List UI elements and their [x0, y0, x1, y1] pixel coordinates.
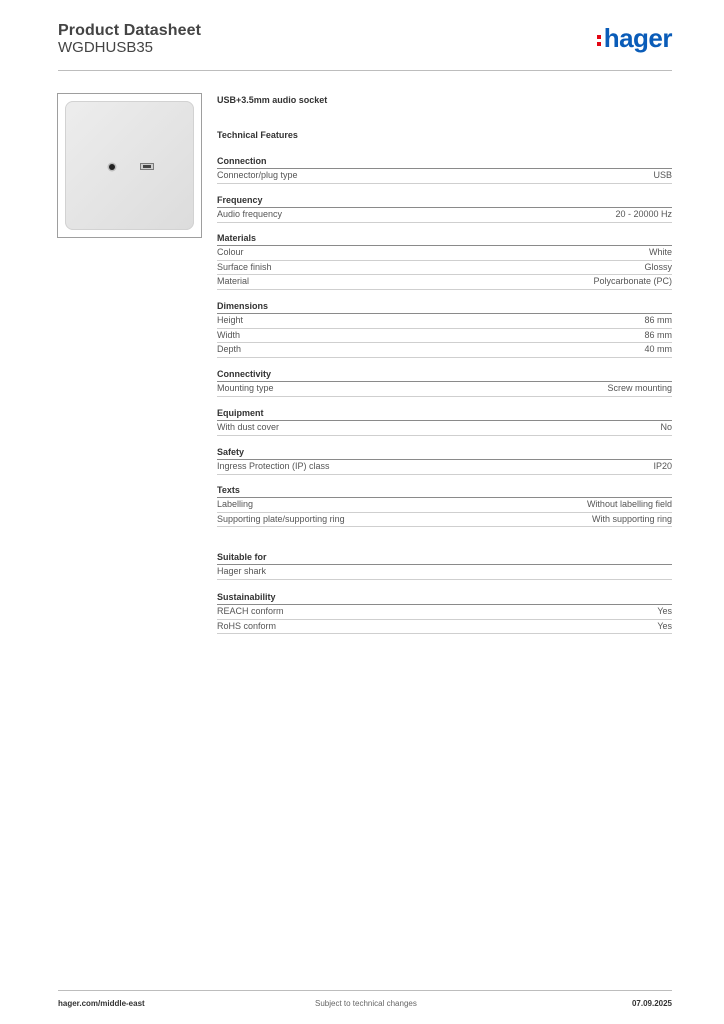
- table-row: [217, 169, 672, 184]
- table-row: [217, 275, 672, 290]
- section-connectivity: [217, 368, 672, 397]
- section-suitable-for: [217, 551, 672, 580]
- section-dimensions: [217, 300, 672, 358]
- section-sustainability: [217, 591, 672, 634]
- section-connection: [217, 155, 672, 184]
- row-value: USB: [653, 170, 672, 180]
- table-row: [217, 261, 672, 276]
- row-value: Screw mounting: [607, 383, 672, 393]
- row-value: 86 mm: [644, 329, 672, 340]
- section-title: Connection: [217, 155, 672, 169]
- table-row: [217, 314, 672, 329]
- section-texts: [217, 484, 672, 527]
- table-row: [217, 343, 672, 358]
- row-value: Yes: [657, 606, 672, 616]
- row-label: Surface finish: [217, 261, 272, 272]
- section-title: Suitable for: [217, 551, 672, 565]
- row-label: Material: [217, 276, 250, 286]
- technical-features-heading: Technical Features: [217, 130, 298, 140]
- section-title: Sustainability: [217, 591, 672, 605]
- socket-plate: [65, 101, 194, 230]
- row-label: RoHS conform: [217, 620, 277, 631]
- row-value: Yes: [657, 620, 672, 631]
- row-label: Supporting plate/supporting ring: [217, 513, 345, 524]
- row-value: IP20: [653, 461, 672, 471]
- row-value: White: [648, 247, 672, 257]
- section-title: Frequency: [217, 194, 672, 208]
- section-title: Equipment: [217, 407, 672, 421]
- section-title: Materials: [217, 232, 672, 246]
- footer-date: 07.09.2025: [631, 999, 672, 1008]
- row-label: Labelling: [217, 499, 254, 509]
- table-row: [217, 382, 672, 397]
- row-label: Audio frequency: [217, 209, 283, 219]
- row-label: Width: [217, 329, 241, 340]
- table-row: [217, 513, 672, 528]
- hager-logo: [597, 24, 672, 52]
- section-title: Texts: [217, 484, 672, 498]
- row-value: No: [660, 422, 672, 432]
- row-label: Mounting type: [217, 383, 274, 393]
- table-row: [217, 498, 672, 513]
- table-row: [217, 246, 672, 261]
- row-label: Depth: [217, 344, 242, 354]
- table-row: [217, 565, 672, 580]
- section-materials: [217, 232, 672, 290]
- table-row: [217, 460, 672, 475]
- page-header: [58, 20, 672, 71]
- document-title: Product Datasheet: [58, 22, 202, 39]
- row-label: REACH conform: [217, 606, 284, 616]
- section-title: Dimensions: [217, 300, 672, 314]
- footer-website: hager.com/middle-east: [58, 999, 145, 1008]
- row-label: Colour: [217, 247, 244, 257]
- row-value: Glossy: [644, 261, 672, 272]
- row-value: With supporting ring: [591, 513, 672, 524]
- page-footer: [58, 990, 672, 1021]
- table-row: [217, 620, 672, 635]
- row-value: 20 - 20000 Hz: [615, 209, 672, 219]
- section-equipment: [217, 407, 672, 436]
- row-value: 40 mm: [644, 344, 672, 354]
- row-value: 86 mm: [644, 315, 672, 325]
- row-label: Height: [217, 315, 244, 325]
- section-title: Safety: [217, 446, 672, 460]
- table-row: [217, 208, 672, 223]
- logo-wordmark: hager: [603, 23, 672, 53]
- row-label: With dust cover: [217, 422, 280, 432]
- section-frequency: [217, 194, 672, 223]
- table-row: [217, 421, 672, 436]
- row-label: Ingress Protection (IP) class: [217, 461, 330, 471]
- section-safety: [217, 446, 672, 475]
- product-code: WGDHUSB35: [58, 39, 154, 56]
- table-row: [217, 605, 672, 620]
- row-label: Connector/plug type: [217, 170, 298, 180]
- audio-jack-icon: [109, 164, 115, 170]
- footer-notice: Subject to technical changes: [315, 999, 417, 1008]
- row-value: Polycarbonate (PC): [593, 276, 672, 286]
- logo-dots-icon: [597, 35, 601, 46]
- table-row: [217, 329, 672, 344]
- product-image: [57, 93, 202, 238]
- row-label: Hager shark: [217, 566, 267, 576]
- product-name: USB+3.5mm audio socket: [217, 95, 328, 105]
- section-title: Connectivity: [217, 368, 672, 382]
- row-value: Without labelling field: [586, 499, 672, 509]
- usb-port-icon: [140, 163, 154, 170]
